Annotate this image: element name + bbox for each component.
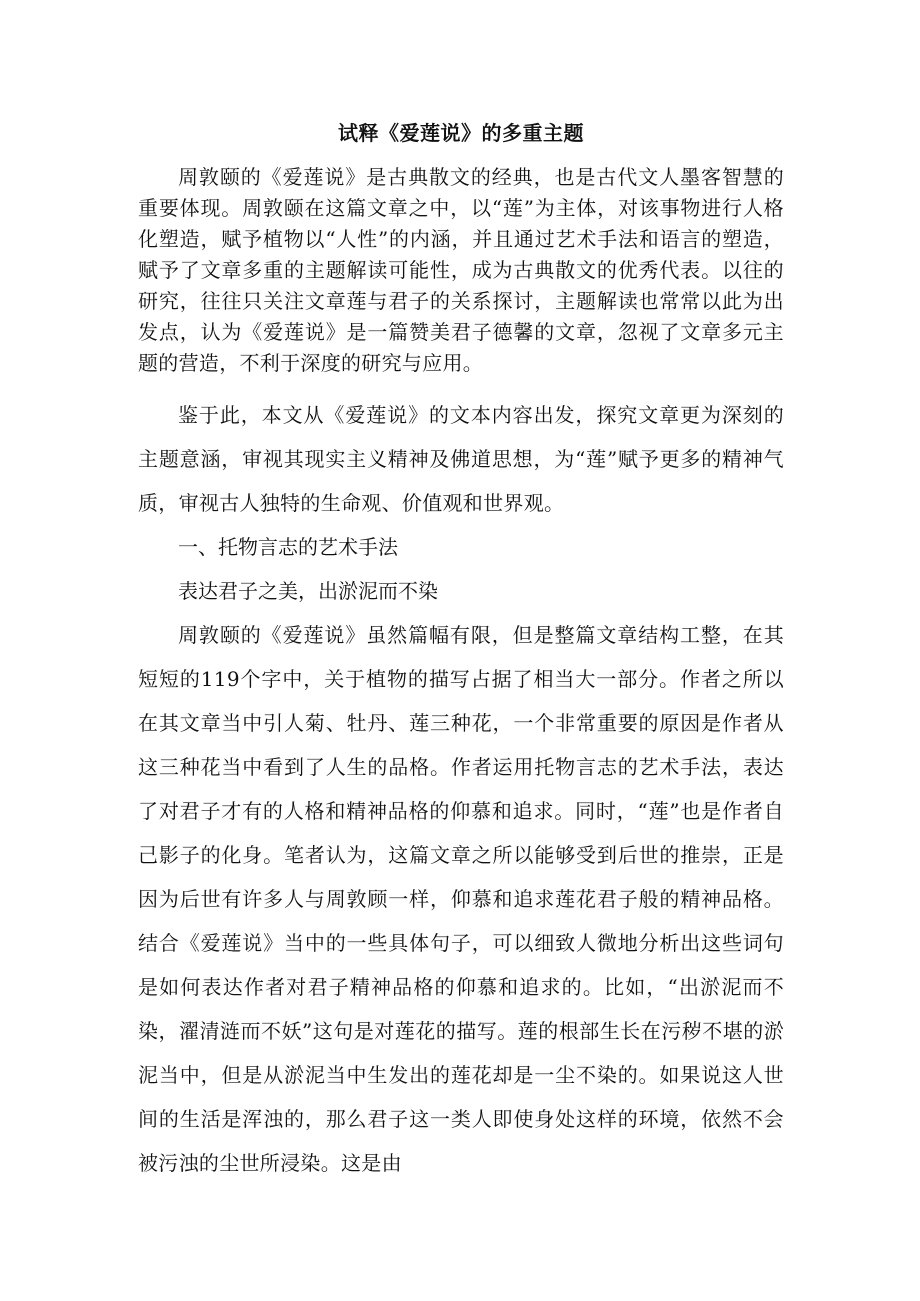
document-title: 试释《爱莲说》的多重主题: [338, 121, 584, 145]
intro-paragraph-2: 鉴于此，本文从《爱莲说》的文本内容出发，探究文章更为深刻的主题意涵，审视其现实主义精神及佛道思想，为“莲”赋予更多的精神气质，审视古人独特的生命观、价值观和世界观。: [138, 403, 784, 515]
section-heading: 一、托物言志的艺术手法: [178, 535, 398, 559]
section-subheading: 表达君子之美，出淤泥而不染: [178, 579, 438, 603]
section-body-paragraph: 周敦颐的《爱莲说》虽然篇幅有限，但是整篇文章结构工整，在其短短的119个字中，关于植物的描写占据了相当大一部分。作者之所以在其文章当中引人菊、牡丹、莲三种花，一个非常重要的原因是作者从这三种花当中看到了人生的品格。作者运用托物言志的艺术手法，表达了对君子才有的人格和精神品格的仰慕和追求。同时，“莲”也是作者自己影子的化身。笔者认为，这篇文章之所以能够受到后世的推崇，正是因为后世有许多人与周敦顾一样，仰慕和追求莲花君子般的精神品格。结合《爱莲说》当中的一些具体句子，可以细致人微地分析出这些词句是如何表达作者对君子精神品格的仰慕和追求的。比如，“出淤泥而不染，濯清涟而不妖”这句是对莲花的描写。莲的根部生长在污秽不堪的淤泥当中，但是从淤泥当中生发出的莲花却是一尘不染的。如果说这人世间的生活是浑浊的，那么君子这一类人即使身处这样的环境，依然不会被污浊的尘世所浸染。这是由: [138, 623, 784, 1175]
document-page: [138, 118, 784, 1185]
intro-paragraph-1: 周敦颐的《爱莲说》是古典散文的经典，也是古代文人墨客智慧的重要体现。周敦颐在这篇文章之中，以“莲”为主体，对该事物进行人格化塑造，赋予植物以“人性”的内涵，并且通过艺术手法和语言的塑造，赋予了文章多重的主题解读可能性，成为古典散文的优秀代表。以往的研究，往往只关注文章莲与君子的关系探讨，主题解读也常常以此为出发点，认为《爱莲说》是一篇赞美君子德馨的文章，忽视了文章多元主题的营造，不利于深度的研究与应用。: [138, 165, 784, 375]
